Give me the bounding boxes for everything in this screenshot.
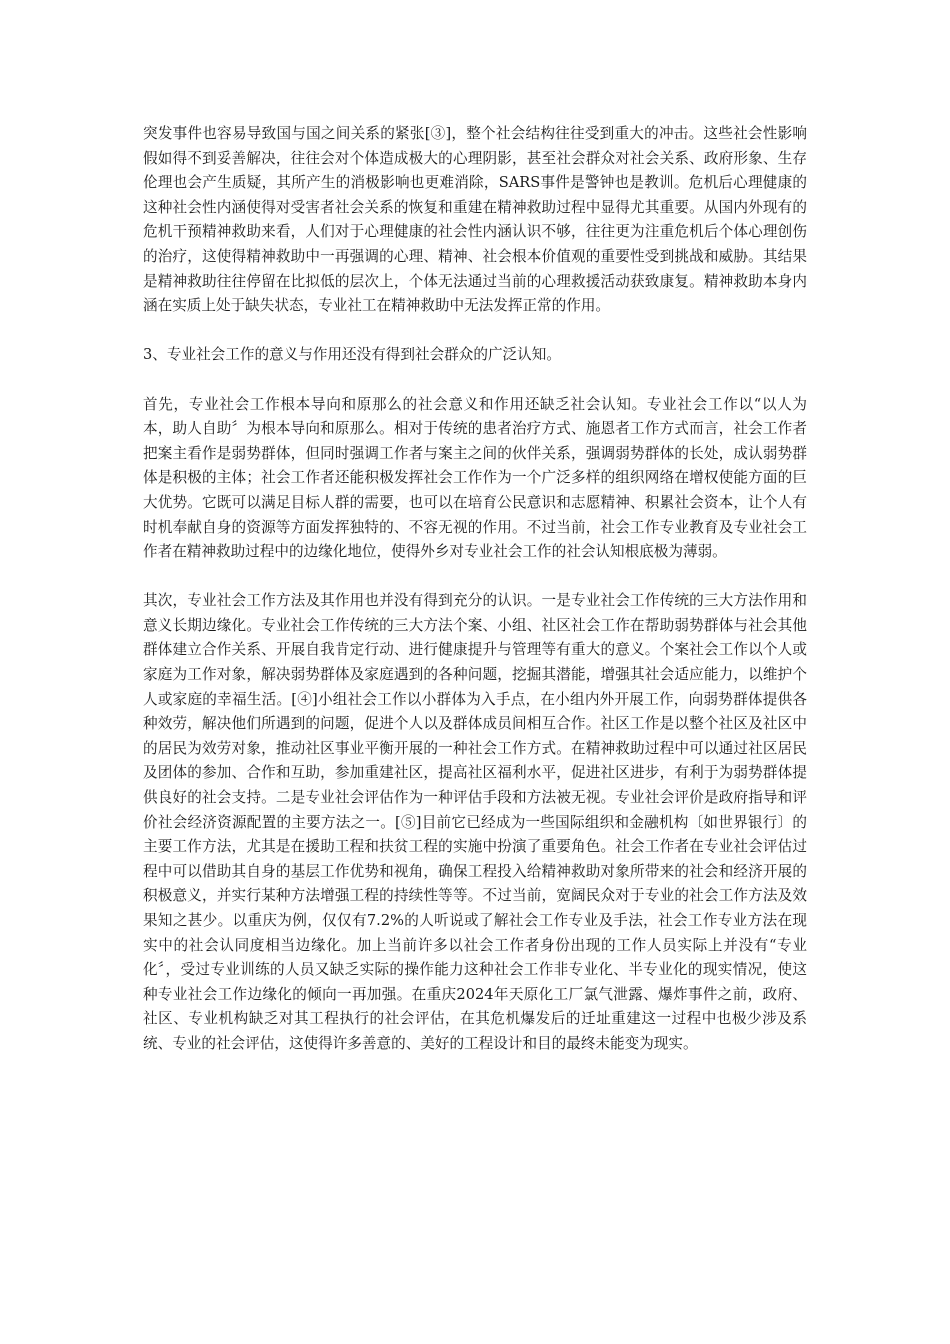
paragraph-second-point: 其次，专业社会工作方法及其作用也并没有得到充分的认识。一是专业社会工作传统的三大方法作用和意义长期边缘化。专业社会工作传统的三大方法个案、小组、社区社会工作在帮助弱势群体与社会其他群体建立合作关系、开展自我肯定行动、进行健康提升与管理等有重大的意义。个案社会工作以个人或家庭为工作对象，解决弱势群体及家庭遇到的各种问题，挖掘其潜能，增强其社会适应能力，以维护个人或家庭的幸福生活。[④]小组社会工作以小群体为入手点，在小组内外开展工作，向弱势群体提供各种效劳，解决他们所遇到的问题，促进个人以及群体成员间相互合作。社区工作是以整个社区及社区中的居民为效劳对象，推动社区事业平衡开展的一种社会工作方式。在精神救助过程中可以通过社区居民及团体的参加、合作和互助，参加重建社区，提高社区福利水平，促进社区进步，有利于为弱势群体提供良好的社会支持。二是专业社会评估作为一种评估手段和方法被无视。专业社会评价是政府指导和评价社会经济资源配置的主要方法之一。[⑤]目前它已经成为一些国际组织和金融机构〔如世界银行〕的主要工作方法，尤其是在援助工程和扶贫工程的实施中扮演了重要角色。社会工作者在专业社会评估过程中可以借助其自身的基层工作优势和视角，确保工程投入给精神救助对象所带来的社会和经济开展的积极意义，并实行某种方法增强工程的持续性等等。不过当前，宽阔民众对于专业的社会工作方法及效果知之甚少。以重庆为例，仅仅有7.2%的人听说或了解社会工作专业及手法，社会工作专业方法在现实中的社会认同度相当边缘化。加上当前许多以社会工作者身份出现的工作人员实际上并没有“专业化〞，受过专业训练的人员又缺乏实际的操作能力这种社会工作非专业化、半专业化的现实情况，使这种专业社会工作边缘化的倾向一再加强。在重庆2024年天原化工厂氯气泄露、爆炸事件之前，政府、社区、专业机构缺乏对其工程执行的社会评估，在其危机爆发后的迁址重建这一过程中也极少涉及系统、专业的社会评估，这使得许多善意的、美好的工程设计和目的最终未能变为现实。 bbox=[143, 592, 807, 1052]
paragraph-first-point: 首先，专业社会工作根本导向和原那么的社会意义和作用还缺乏社会认知。专业社会工作以“以人为本，助人自助〞为根本导向和原那么。相对于传统的患者治疗方式、施恩者工作方式而言，社会工作者把案主看作是弱势群体，但同时强调工作者与案主之间的伙伴关系，强调弱势群体的长处，成认弱势群体是积极的主体；社会工作者还能积极发挥社会工作作为一个广泛多样的组织网络在增权使能方面的巨大优势。它既可以满足目标人群的需要，也可以在培育公民意识和志愿精神、积累社会资本，让个人有时机奉献自身的资源等方面发挥独特的、不容无视的作用。不过当前，社会工作专业教育及专业社会工作者在精神救助过程中的边缘化地位，使得外乡对专业社会工作的社会认知根底极为薄弱。 bbox=[143, 395, 807, 561]
document-body bbox=[143, 122, 807, 1057]
paragraph-crisis-social-impact: 突发事件也容易导致国与国之间关系的紧张[③]，整个社会结构往往受到重大的冲击。这些社会性影响假如得不到妥善解决，往往会对个体造成极大的心理阴影，甚至社会群众对社会关系、政府形象、生存伦理也会产生质疑，其所产生的消极影响也更难消除，SARS事件是警钟也是教训。危机后心理健康的这种社会性内涵使得对受害者社会关系的恢复和重建在精神救助过程中显得尤其重要。从国内外现有的危机干预精神救助来看，人们对于心理健康的社会性内涵认识不够，往往更为注重危机后个体心理创伤的治疗，这使得精神救助中一再强调的心理、精神、社会根本价值观的重要性受到挑战和威胁。其结果是精神救助往往停留在比拟低的层次上，个体无法通过当前的心理救援活动获致康复。精神救助本身内涵在实质上处于缺失状态，专业社工在精神救助中无法发挥正常的作用。 bbox=[143, 125, 807, 315]
paragraph-section-heading: 3、专业社会工作的意义与作用还没有得到社会群众的广泛认知。 bbox=[143, 346, 561, 364]
